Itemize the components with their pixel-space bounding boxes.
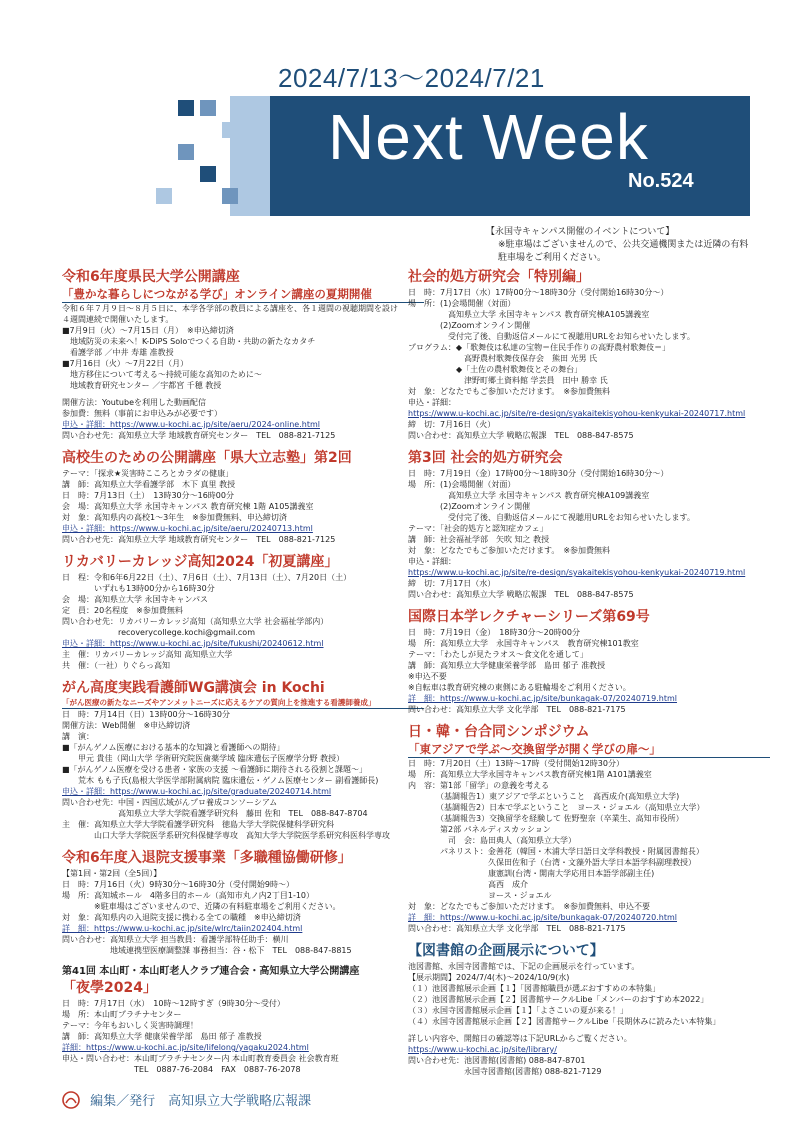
section-title: リカバリーカレッジ高知2024「初夏講座」 (62, 554, 339, 570)
detail-line: 山口大学大学院医学系研究科保健学専攻 高知大学大学院医学系研究科医科学専攻 (62, 831, 390, 840)
detail-line: 日 時：7月19日（金）17時00分～18時30分（受付開始16時30分～） (408, 469, 669, 478)
detail-line: 津野町郷土資料館 学芸員 田中 勝幸 氏 (408, 376, 608, 385)
detail-line: 高知県立大学 永国寺キャンパス 教育研究棟A105講義室 (408, 310, 650, 319)
detail-line: 甲元 貴佳（岡山大学 学術研究院医歯薬学域 臨床遺伝子医療学分野 教授） (62, 754, 345, 763)
detail-line: ■「がんゲノム医療を受ける患者・家族の支援 ～看護師に期待される役割と課題～」 (62, 765, 367, 774)
event-section (408, 268, 770, 441)
detail-line: 池図書館、永国寺図書館では、下記の企画展示を行っています。 (408, 962, 640, 971)
detail-line: 受付完了後、自動返信メールにて視聴用URLをお知らせいたします。 (408, 332, 695, 341)
detail-line: 日 時：7月16日（火）9時30分～16時30分（受付開始9時～） (62, 880, 294, 889)
detail-line: 対 象：高知県内の高校1～3年生 ※参加費無料、申込締切済 (62, 513, 287, 522)
detail-line: 場 所：高知県立大学 永国寺キャンパス 教育研究棟101教室 (408, 639, 639, 648)
detail-line: 日 時：7月17日（水） 10時～12時すぎ（9時30分～受付） (62, 999, 285, 1008)
detail-line: いずれも13時00分から16時30分 (62, 584, 215, 593)
detail-line: ヨース・ジョエル (408, 891, 552, 900)
newsletter-header (0, 0, 800, 265)
event-section (62, 849, 424, 956)
detail-line: （基調報告3）交換留学を経験して 佐野聖奈（卒業生、高知市役所） (408, 814, 684, 823)
event-section (62, 679, 424, 841)
detail-line: 申込・詳細： (408, 557, 456, 566)
detail-line: 対 象：どなたでもご参加いただけます。 ※参加費無料、申込不要 (408, 902, 651, 911)
detail-line: 主 催：高知県立大学大学院看護学研究科 徳島大学大学院保健科学研究科 (62, 820, 334, 829)
event-section (62, 964, 424, 1075)
detail-line: 問い合わせ：高知県立大学 文化学部 TEL 088-821-7175 (408, 705, 626, 714)
section-subtitle: 「豊かな暮らしにつながる学び」オンライン講座の夏期開催 (62, 287, 424, 303)
detail-line: 問い合わせ先：池図書館(図書館) 088-847-8701 (408, 1056, 586, 1065)
detail-line: ※自転車は教育研究棟の東側にある駐輪場をご利用ください。 (408, 683, 631, 692)
deco-square (222, 122, 238, 138)
detail-line: 久保田佐和子（台湾・文藻外語大学日本語学科副理教授） (408, 858, 696, 867)
footer-label: 編集／発行 高知県立大学戦略広報課 (90, 1094, 312, 1109)
left-column (62, 268, 424, 1083)
deco-square (156, 188, 172, 204)
section-subtitle: 「がん医療の新たなニーズやアンメットニーズに応えるケアの質向上を推進する看護師養成」 (62, 698, 424, 709)
section-title: 国際日本学レクチャーシリーズ第69号 (408, 609, 650, 625)
detail-line: 問い合わせ先：リカバリーカレッジ高知（高知県立大学 社会福祉学部内） (62, 617, 329, 626)
detail-line: 受付完了後、自動返信メールにて視聴用URLをお知らせいたします。 (408, 513, 695, 522)
detail-line: ４週間連続で開催いたします。 (62, 315, 174, 324)
detail-line: 講 師：高知県立大学 健康栄養学部 島田 郁子 准教授 (62, 1032, 262, 1041)
detail-line: 講 師：高知県立大学看護学部 木下 真里 教授 (62, 480, 236, 489)
detail-link[interactable]: https://www.u-kochi.ac.jp/site/re-design/syakaitekisyohou-kenkyukai-20240719.html (408, 568, 746, 577)
footer (62, 1090, 311, 1113)
detail-line: 康憲訓(台湾・開南大学応用日本語学部副主任) (408, 869, 655, 878)
deco-square (178, 100, 194, 116)
detail-line: TEL 0887-76-2084 FAX 0887-76-2078 (62, 1065, 301, 1074)
detail-line: ■「がんゲノム医療における基本的な知識と看護師への期待」 (62, 743, 285, 752)
detail-line: 高西 成介 (408, 880, 528, 889)
event-section (62, 268, 424, 441)
detail-line: ■7月9日（火）～7月15日（月） ※申込締切済 (62, 326, 234, 335)
detail-line: 対 象：高知県内の入退院支援に携わる全ての職種 ※申込締切済 (62, 913, 301, 922)
detail-line: 場 所：(1)会場開催（対面） (408, 299, 516, 308)
detail-line: 場 所：本山町プラチナセンター (62, 1010, 182, 1019)
detail-line: 参加費：無料（事前にお申込みが必要です） (62, 409, 222, 418)
event-section (408, 723, 770, 934)
detail-line: ※駐車場はございませんので、近隣の有料駐車場をご利用ください。 (62, 902, 341, 911)
detail-line: 申込・詳細： (408, 398, 456, 407)
detail-line: ◆「土佐の農村歌舞伎とその舞台」 (408, 365, 583, 374)
section-title: 高校生のための公開講座「県大立志塾」第2回 (62, 450, 352, 466)
detail-line: 日 時：7月17日（水）17時00分～18時30分（受付開始16時30分～） (408, 288, 669, 297)
detail-line: 地域防災の未来へ！K-DiPS Soloでつくる自助・共助の新たなカタチ (62, 337, 316, 346)
section-title: 【図書館の企画展示について】 (408, 943, 604, 959)
detail-line: （基調報告1）東アジアで学ぶということ 高西成介(高知県立大学) (408, 792, 680, 801)
detail-line: 地域連携型医療調整課 事務担当：谷・松下 TEL 088-847-8815 (62, 946, 352, 955)
detail-line: 対 象：どなたでもご参加いただけます。 ※参加費無料 (408, 546, 611, 555)
deco-square (200, 100, 216, 116)
detail-line: 日 時：7月14日（日）13時00分～16時30分 (62, 710, 230, 719)
detail-line: 締 切：7月17日（水） (408, 579, 496, 588)
detail-line: プログラム：◆「歌舞伎は私達の宝物＝住民手作りの高野農村歌舞伎＝」 (408, 343, 671, 352)
detail-line: 永国寺図書館(図書館) 088-821-7129 (408, 1067, 602, 1076)
event-section (408, 942, 770, 1077)
detail-line: 地方移住について考える～持続可能な高知のために～ (62, 370, 262, 379)
detail-line: 問い合わせ先：高知県立大学 地域教育研究センター TEL 088-821-7125 (62, 431, 336, 440)
detail-line: （１）池図書館展示企画【１】「図書館職員が選ぶおすすめの本特集」 (408, 984, 661, 993)
detail-line: 荒木 もも子氏(島根大学医学部附属病院 臨床遺伝・ゲノム医療センター 副看護師長) (62, 776, 379, 785)
detail-line: 場 所：高知県立大学永国寺キャンパス教育研究棟1階 A101講義室 (408, 770, 652, 779)
notice-title: 【永国寺キャンパス開催のイベントについて】 (486, 227, 675, 237)
detail-line: （２）池図書館展示企画【２】図書館サークルLibe「メンバーのおすすめ本2022」 (408, 995, 709, 1004)
detail-line: (2)Zoomオンライン開催 (408, 321, 531, 330)
detail-line: 問い合わせ：高知県立大学 担当教員：看護学部特任助手：横川 (62, 935, 289, 944)
detail-line: 講 師：高知県立大学健康栄養学部 島田 郁子 准教授 (408, 661, 606, 670)
detail-line: 問い合わせ先：中国・四国広域がんプロ養成コンソーシアム (62, 798, 278, 807)
detail-link[interactable]: 申込・詳細：https://www.u-kochi.ac.jp/site/aeru/20240713.html (62, 524, 313, 533)
detail-line: 会 場：高知県立大学 永国寺キャンパス 教育研究棟 1階 A105講義室 (62, 502, 314, 511)
detail-line: 定 員：20名程度 ※参加費無料 (62, 606, 183, 615)
deco-square (178, 144, 194, 160)
detail-line: 場 所：(1)会場開催（対面） (408, 480, 516, 489)
detail-line: パネリスト：金善花（韓国・木浦大学日語日文学科教授・附属図書館長） (408, 847, 704, 856)
detail-line: テーマ：「社会的処方と認知症カフェ」 (408, 524, 548, 533)
detail-line: 詳しい内容や、開館日の確認等は下記URLからご覧ください。 (408, 1034, 632, 1043)
detail-line: 高知県立大学大学院看護学研究科 藤田 佐和 TEL 088-847-8704 (62, 809, 368, 818)
detail-line: 申込・問い合わせ：本山町プラチナセンター内 本山町教育委員会 社会教育班 (62, 1054, 339, 1063)
detail-line: 日 時：7月19日（金） 18時30分～20時00分 (408, 628, 580, 637)
section-pretitle: 第41回 本山町・本山町老人クラブ連合会・高知県立大学公開講座 (62, 966, 360, 977)
detail-line: ※申込不要 (408, 672, 447, 681)
notice-line: 駐車場をご利用ください。 (498, 253, 607, 263)
detail-line: 令和６年７月９日～８月５日に、本学各学部の教員による講座を、各１週間の視聴期間を設け (62, 304, 398, 313)
detail-line: 看護学部 ／中井 寿雄 准教授 (62, 348, 174, 357)
detail-line: テーマ：「探求★災害時こころとカラダの健康」 (62, 469, 234, 478)
detail-line: 共 催：（一社）りぐらっ高知 (62, 661, 170, 670)
section-title: 日・韓・台合同シンポジウム (408, 724, 590, 740)
right-column (408, 268, 770, 1085)
detail-line: （４）永国寺図書館展示企画【２】図書館サークルLibe「長期休みに読みたい本特集」 (408, 1017, 721, 1026)
university-logo-icon (62, 1091, 80, 1113)
event-section (408, 608, 770, 715)
date-range: 2024/7/13～2024/7/21 (278, 63, 545, 93)
detail-line: 講 演： (62, 732, 94, 741)
detail-line: 問い合わせ：高知県立大学 文化学部 TEL 088-821-7175 (408, 924, 626, 933)
detail-line: 主 催：リカバリーカレッジ高知 高知県立大学 (62, 650, 233, 659)
issue-number: No.524 (628, 170, 694, 192)
detail-line: 高野農村歌舞伎保存会 熊田 光男 氏 (408, 354, 598, 363)
section-title: 社会的処方研究会「特別編」 (408, 269, 590, 285)
section-title: 「夜學2024」 (62, 980, 157, 996)
detail-line: 司 会：島田典人（高知県立大学） (408, 836, 576, 845)
detail-line: 内 容：第1部「留学」の意義を考える (408, 781, 550, 790)
detail-line: 日 時：7月20日（土）13時～17時（受付開始12時30分） (408, 759, 624, 768)
detail-link[interactable]: 申込・詳細：https://www.u-kochi.ac.jp/site/fukushi/20240612.html (62, 639, 324, 648)
detail-line: 高知県立大学 永国寺キャンパス 教育研究棟A109講義室 (408, 491, 650, 500)
detail-line: 日 時：7月13日（土） 13時30分～16時00分 (62, 491, 234, 500)
detail-line: 対 象：どなたでもご参加いただけます。 ※参加費無料 (408, 387, 611, 396)
section-title: 第3回 社会的処方研究会 (408, 450, 563, 466)
detail-line: 第2部 パネルディスカッション (408, 825, 551, 834)
deco-square (200, 166, 216, 182)
detail-line: 【展示期間】2024/7/4(木)～2024/10/9(水) (408, 973, 570, 982)
detail-link[interactable]: 申込・詳細：https://www.u-kochi.ac.jp/site/graduate/20240714.html (62, 787, 332, 796)
detail-line: 問い合わせ：高知県立大学 戦略広報課 TEL 088-847-8575 (408, 431, 634, 440)
section-title: 令和6年度入退院支援事業「多職種協働研修」 (62, 850, 352, 866)
detail-link[interactable]: 詳 細：https://www.u-kochi.ac.jp/site/bunkagak-07/20240720.html (408, 913, 678, 922)
detail-line: 会 場：高知県立大学 永国寺キャンパス (62, 595, 208, 604)
detail-line: 開催方法：Youtubeを利用した動画配信 (62, 398, 206, 407)
detail-line: (2)Zoomオンライン開催 (408, 502, 531, 511)
section-title: 令和6年度県民大学公開講座 (62, 269, 240, 285)
detail-line: 地域教育研究センター ／宇都宮 千穂 教授 (62, 381, 222, 390)
detail-line: 日 程：令和6年6月22日（土）、7月6日（土）、7月13日（土）、7月20日（土） (62, 573, 352, 582)
detail-link[interactable]: https://www.u-kochi.ac.jp/site/library/ (408, 1045, 557, 1054)
event-section (62, 449, 424, 545)
detail-line: 開催方法：Web開催 ※申込締切済 (62, 721, 191, 730)
detail-line: 締 切：7月16日（火） (408, 420, 496, 429)
detail-line: 問い合わせ：高知県立大学 戦略広報課 TEL 088-847-8575 (408, 590, 634, 599)
deco-square (222, 188, 238, 204)
newsletter-title: Next Week (328, 101, 649, 173)
detail-line: テーマ：今年もおいしく災害時調理！ (62, 1021, 198, 1030)
detail-line: 【第1回・第2回（全5回）】 (62, 869, 162, 878)
detail-line: テーマ：「わたしが見たラオス～食文化を通して」 (408, 650, 588, 659)
detail-link[interactable]: 申込・詳細：https://www.u-kochi.ac.jp/site/aeru/2024-online.html (62, 420, 320, 429)
section-title: がん高度実践看護師WG講演会 in Kochi (62, 680, 325, 696)
detail-line: （３）永国寺図書館展示企画【１】「よさこいの夏が来る！」 (408, 1006, 628, 1015)
event-section (408, 449, 770, 600)
detail-line: （基調報告2）日本で学ぶということ ヨース・ジョエル（高知県立大学） (408, 803, 705, 812)
event-notice (486, 226, 766, 265)
detail-line: 場 所：高知城ホール 4階多目的ホール（高知市丸ノ内2丁目1-10） (62, 891, 315, 900)
detail-link[interactable]: 詳 細：https://www.u-kochi.ac.jp/site/bunkagak-07/20240719.html (408, 694, 678, 703)
detail-line: 問い合わせ先：高知県立大学 地域教育研究センター TEL 088-821-7125 (62, 535, 336, 544)
detail-link[interactable]: 詳細：https://www.u-kochi.ac.jp/site/lifelong/yagaku2024.html (62, 1043, 309, 1052)
detail-line: ■7月16日（火）～7月22日（月） (62, 359, 189, 368)
detail-line: 講 師：社会福祉学部 矢吹 知之 教授 (408, 535, 550, 544)
detail-link[interactable]: https://www.u-kochi.ac.jp/site/re-design/syakaitekisyohou-kenkyukai-20240717.html (408, 409, 746, 418)
detail-link[interactable]: 詳 細：https://www.u-kochi.ac.jp/site/wlrc/taiin202404.html (62, 924, 303, 933)
section-subtitle: 「東アジアで学ぶ～交換留学が開く学びの扉～」 (408, 742, 770, 758)
notice-line: ※駐車場はございませんので、公共交通機関または近隣の有料 (498, 240, 749, 250)
detail-line: recoverycollege.kochi@gmail.com (62, 628, 255, 637)
event-section (62, 553, 424, 671)
